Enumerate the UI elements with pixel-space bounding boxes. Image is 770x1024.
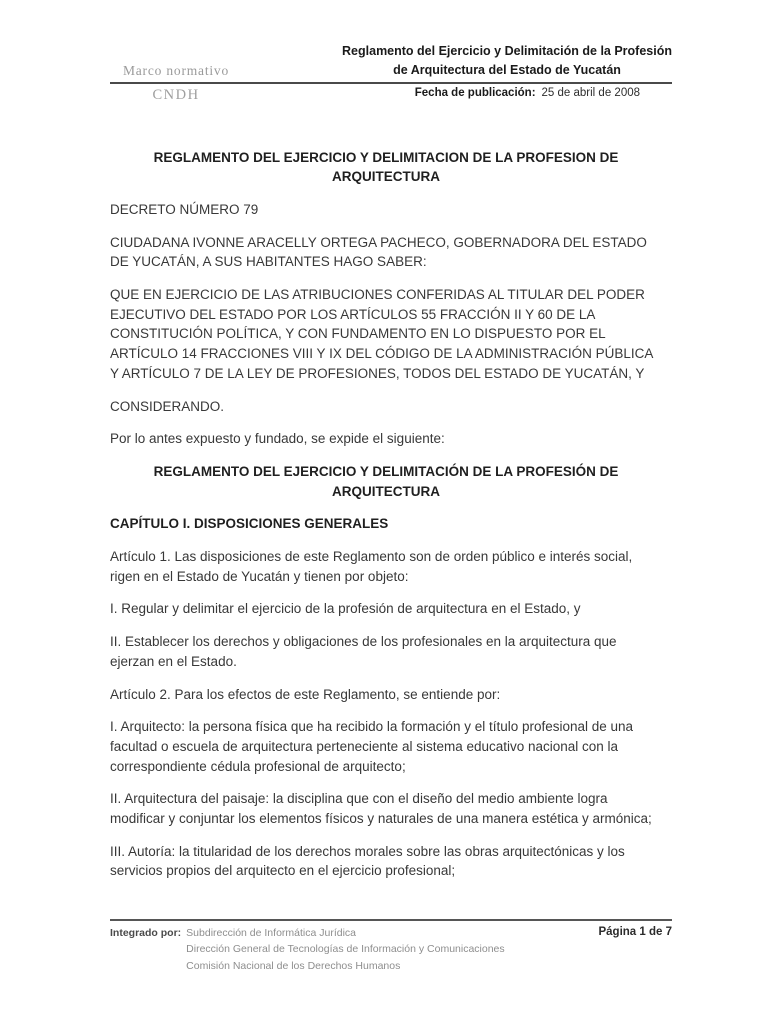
footer-integrated-label: Integrado por: (110, 927, 182, 940)
header-top-row (110, 42, 672, 80)
paragraph-def-arquitecto: I. Arquitecto: la persona física que ha recibido la formación y el título profesional de una facultad o escuela de arquitectura perteneciente al sistema educativo nacional con la correspondiente cédula profesional de arquitecto; (110, 719, 634, 774)
footer-body (110, 925, 672, 974)
paragraph-articulo-2: Artículo 2. Para los efectos de este Reglamento, se entiende por: (110, 686, 501, 702)
document-header-title (342, 42, 672, 80)
paragraph-considerando: CONSIDERANDO. (110, 398, 225, 414)
paragraph-gobernadora: CIUDADANA IVONNE ARACELLY ORTEGA PACHECO, GOBERNADORA DEL ESTADO DE YUCATÁN, A SUS HABITANTES HAGO SABER: (110, 234, 647, 270)
paragraph-fraccion-2: II. Establecer los derechos y obligaciones de los profesionales en la arquitectura que ejerzan en el Estado. (110, 634, 617, 669)
page-footer (110, 919, 672, 974)
main-title: REGLAMENTO DEL EJERCICIO Y DELIMITACION DE LA PROFESION DE ARQUITECTURA (153, 149, 619, 185)
footer-credit-line-3: Comisión Nacional de los Derechos Humanos (186, 959, 401, 972)
page-header (110, 42, 672, 104)
footer-credit-lines (186, 925, 504, 974)
footer-divider-line (110, 919, 672, 921)
brand-cndh: CNDH (152, 86, 200, 103)
page-number-indicator: Página 1 de 7 (598, 926, 672, 939)
header-title-column (242, 42, 672, 80)
secondary-title: REGLAMENTO DEL EJERCICIO Y DELIMITACIÓN DE LA PROFESIÓN DE ARQUITECTURA (153, 463, 619, 499)
paragraph-fraccion-1: I. Regular y delimitar el ejercicio de la profesión de arquitectura en el Estado, y (110, 601, 581, 617)
paragraph-expide: Por lo antes expuesto y fundado, se expide el siguiente: (110, 431, 445, 447)
publication-date-row (242, 87, 672, 104)
header-bottom-row (110, 84, 672, 104)
header-title-line1: Reglamento del Ejercicio y Delimitación de la Profesión (342, 44, 672, 58)
chapter-heading: CAPÍTULO I. DISPOSICIONES GENERALES (110, 516, 389, 532)
footer-credits (110, 925, 505, 974)
brand-marco-normativo: Marco normativo (122, 62, 230, 78)
paragraph-articulo-1: Artículo 1. Las disposiciones de este Reglamento son de orden público e interés social, rigen en el Estado de Yucatán y tienen por objeto: (110, 549, 633, 584)
publication-date-value: 25 de abril de 2008 (541, 86, 640, 99)
paragraph-atribuciones: QUE EN EJERCICIO DE LAS ATRIBUCIONES CONFERIDAS AL TITULAR DEL PODER EJECUTIVO DEL ESTADO POR LOS ARTÍCULOS 55 FRACCIÓN II Y 60 DE LA CONSTITUCIÓN POLÍTICA, Y CON FUNDAMENTO EN LO DISPUESTO POR EL ARTÍCULO 14 FRACCIONES VIII Y IX DEL CÓDIGO DE LA ADMINISTRACIÓN PÚBLICA Y ARTÍCULO 7 DE LA LEY DE PROFESIONES, TODOS DEL ESTADO DE YUCATÁN, Y (110, 287, 653, 381)
paragraph-decreto: DECRETO NÚMERO 79 (110, 201, 259, 217)
document-body (110, 148, 662, 882)
publication-date-label: Fecha de publicación: (414, 86, 536, 99)
paragraph-def-autoria: III. Autoría: la titularidad de los derechos morales sobre las obras arquitectónicas y los servicios propios del arquitecto en el ejercicio profesional; (110, 843, 625, 879)
header-title-line2: de Arquitectura del Estado de Yucatán (393, 62, 621, 77)
paragraph-def-paisaje: II. Arquitectura del paisaje: la disciplina que con el diseño del medio ambiente logra modificar y conjuntar los elementos físicos y naturales de una manera estética y armónica; (110, 791, 652, 827)
footer-credit-line-1: Subdirección de Informática Jurídica (186, 927, 357, 940)
footer-credit-line-2: Dirección General de Tecnologías de Información y Comunicaciones (186, 943, 505, 956)
